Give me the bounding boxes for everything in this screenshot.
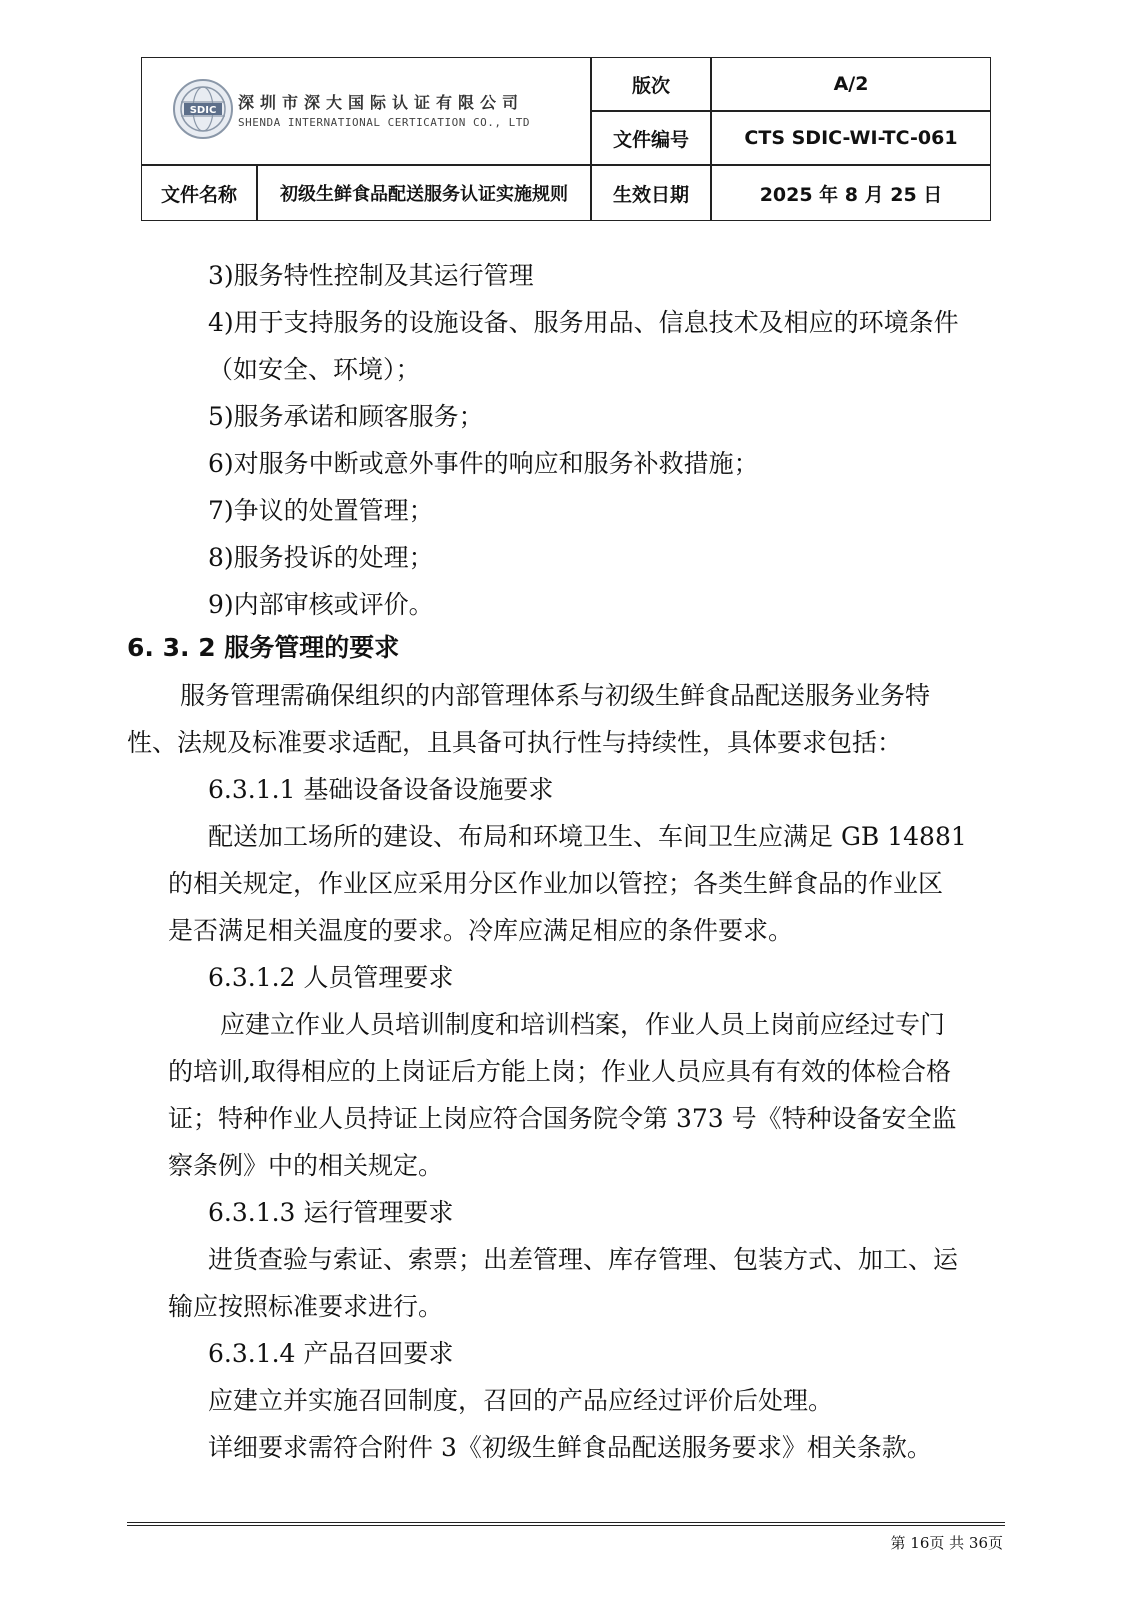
intro-line: 性、法规及标准要求适配，且具备可执行性与持续性，具体要求包括：	[127, 728, 903, 757]
section-title: 6. 3. 2 服务管理的要求	[127, 633, 400, 662]
date-label: 生效日期	[612, 183, 689, 206]
svg-text:SDIC: SDIC	[189, 105, 217, 116]
paragraph-line: 详细要求需符合附件 3《初级生鲜食品配送服务要求》相关条款。	[208, 1433, 932, 1462]
paragraph-line: 的培训,取得相应的上岗证后方能上岗；作业人员应具有有效的体检合格	[168, 1057, 951, 1086]
document-header-table	[141, 57, 991, 221]
footer-rule	[127, 1525, 1005, 1526]
paragraph-line: 输应按照标准要求进行。	[168, 1292, 444, 1321]
paragraph-line: 配送加工场所的建设、布局和环境卫生、车间卫生应满足 GB 14881	[208, 822, 967, 851]
paragraph-line: 应建立作业人员培训制度和培训档案，作业人员上岗前应经过专门	[220, 1010, 946, 1039]
paragraph-line: 察条例》中的相关规定。	[168, 1151, 444, 1180]
paragraph-line: 应建立并实施召回制度，召回的产品应经过评价后处理。	[208, 1386, 834, 1415]
page-number: 第 16页 共 36页	[890, 1534, 1003, 1552]
paragraph-line: 进货查验与索证、索票；出差管理、库存管理、包装方式、加工、运	[208, 1245, 959, 1274]
list-item: （如安全、环境）；	[208, 355, 421, 384]
list-item: 6)对服务中断或意外事件的响应和服务补救措施；	[208, 449, 759, 478]
date-value: 2025 年 8 月 25 日	[759, 183, 943, 206]
version-label: 版次	[631, 74, 670, 97]
docno-label: 文件编号	[612, 128, 689, 151]
list-item: 5)服务承诺和顾客服务；	[208, 402, 484, 431]
subsection-title: 6.3.1.4 产品召回要求	[208, 1339, 454, 1368]
globe-logo-icon	[172, 78, 234, 140]
company-name-en: SHENDA INTERNATIONAL CERTICATION CO., LTD	[238, 116, 531, 129]
list-item: 4)用于支持服务的设施设备、服务用品、信息技术及相应的环境条件	[208, 308, 959, 337]
paragraph-line: 的相关规定，作业区应采用分区作业加以管控；各类生鲜食品的作业区	[168, 869, 944, 898]
docname-label: 文件名称	[160, 183, 237, 206]
subsection-title: 6.3.1.3 运行管理要求	[208, 1198, 454, 1227]
list-item: 9)内部审核或评价。	[208, 590, 434, 619]
list-item: 8)服务投诉的处理；	[208, 543, 434, 572]
docname-value: 初级生鲜食品配送服务认证实施规则	[280, 184, 568, 205]
intro-line: 服务管理需确保组织的内部管理体系与初级生鲜食品配送服务业务特	[180, 681, 931, 710]
footer-rule	[127, 1522, 1005, 1523]
docno-value: CTS SDIC-WI-TC-061	[744, 127, 958, 149]
subsection-title: 6.3.1.2 人员管理要求	[208, 963, 454, 992]
list-item: 3)服务特性控制及其运行管理	[208, 261, 534, 290]
company-logo-block	[172, 76, 592, 156]
paragraph-line: 证；特种作业人员持证上岗应符合国务院令第 373 号《特种设备安全监	[168, 1104, 957, 1133]
company-name-cn: 深圳市深大国际认证有限公司	[238, 93, 525, 112]
subsection-title: 6.3.1.1 基础设备设备设施要求	[208, 775, 554, 804]
list-item: 7)争议的处置管理；	[208, 496, 434, 525]
paragraph-line: 是否满足相关温度的要求。冷库应满足相应的条件要求。	[168, 916, 794, 945]
version-value: A/2	[833, 73, 869, 95]
